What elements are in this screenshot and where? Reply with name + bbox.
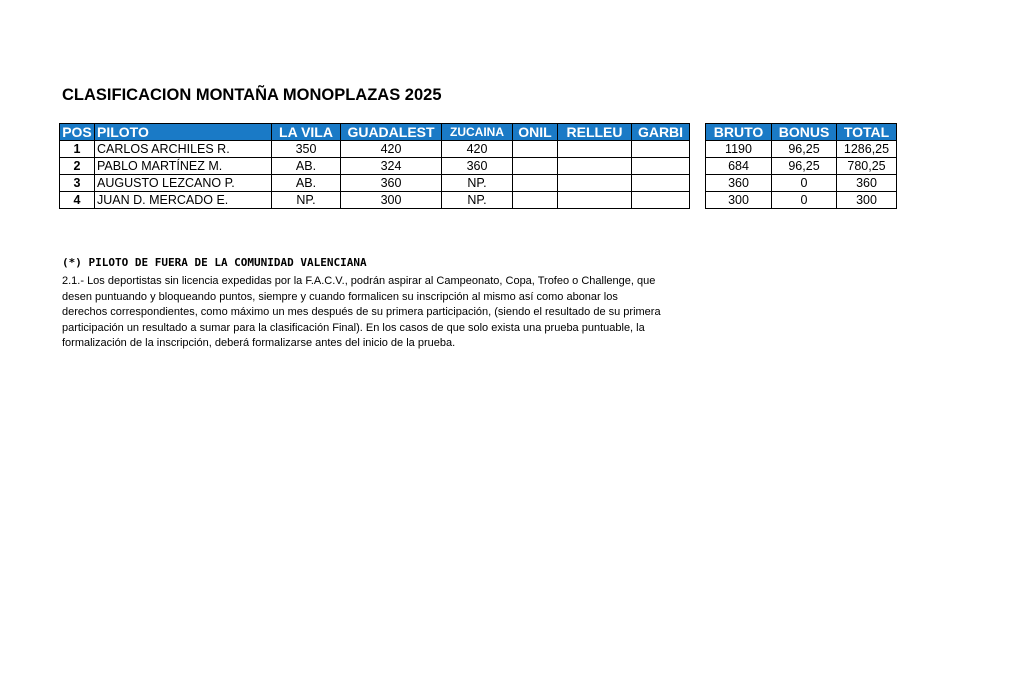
- header-zucaina: ZUCAINA: [442, 124, 513, 141]
- note-line: formalización de la inscripción, deberá formalizarse antes del inicio de la prueba.: [62, 337, 456, 349]
- note-line: desen puntuando y bloqueando puntos, siempre y cuando formalicen su inscripción al mismo así como abonar los: [62, 290, 618, 303]
- note-line: participación un resultado a sumar para la clasificación Final). En los casos de que solo exista una prueba puntuable, la: [62, 321, 645, 334]
- header-la-vila: LA VILA: [272, 124, 341, 141]
- cell-pos: 2: [60, 158, 95, 175]
- cell-relleu: [558, 158, 632, 175]
- cell-la-vila: 350: [272, 141, 341, 158]
- table-header-row: [60, 124, 690, 141]
- cell-zucaina: NP.: [442, 175, 513, 192]
- cell-onil: [513, 175, 558, 192]
- header-onil: ONIL: [513, 124, 558, 141]
- header-relleu: RELLEU: [558, 124, 632, 141]
- cell-zucaina: 420: [442, 141, 513, 158]
- cell-total: 780,25: [837, 158, 897, 175]
- totals-row: [706, 158, 897, 175]
- cell-pos: 1: [60, 141, 95, 158]
- cell-garbi: [632, 141, 690, 158]
- cell-onil: [513, 158, 558, 175]
- cell-bruto: 360: [706, 175, 772, 192]
- header-guadalest: GUADALEST: [341, 124, 442, 141]
- header-bruto: BRUTO: [706, 124, 772, 141]
- cell-bruto: 684: [706, 158, 772, 175]
- cell-guadalest: 324: [341, 158, 442, 175]
- note-title: (*) PILOTO DE FUERA DE LA COMUNIDAD VALENCIANA: [62, 256, 367, 269]
- header-garbi: GARBI: [632, 124, 690, 141]
- table-row: [60, 141, 690, 158]
- table-row: [60, 175, 690, 192]
- cell-la-vila: AB.: [272, 158, 341, 175]
- cell-total: 300: [837, 192, 897, 209]
- totals-row: [706, 192, 897, 209]
- cell-relleu: [558, 192, 632, 209]
- table-row: [60, 192, 690, 209]
- cell-la-vila: NP.: [272, 192, 341, 209]
- cell-total: 1286,25: [837, 141, 897, 158]
- header-pos: POS: [60, 124, 95, 141]
- totals-row: [706, 141, 897, 158]
- page-title: CLASIFICACION MONTAÑA MONOPLAZAS 2025: [62, 86, 442, 104]
- totals-row: [706, 175, 897, 192]
- cell-guadalest: 360: [341, 175, 442, 192]
- note-line: derechos correspondientes, como máximo un mes después de su primera participación, (siendo el resultado de su primera: [62, 306, 661, 318]
- cell-piloto: CARLOS ARCHILES R.: [95, 141, 272, 158]
- totals-table: [705, 123, 897, 209]
- header-bonus: BONUS: [772, 124, 837, 141]
- cell-onil: [513, 141, 558, 158]
- cell-bonus: 96,25: [772, 141, 837, 158]
- cell-piloto: PABLO MARTÍNEZ M.: [95, 158, 272, 175]
- cell-bonus: 0: [772, 175, 837, 192]
- table-row: [60, 158, 690, 175]
- header-total: TOTAL: [837, 124, 897, 141]
- cell-guadalest: 300: [341, 192, 442, 209]
- cell-total: 360: [837, 175, 897, 192]
- cell-piloto: JUAN D. MERCADO E.: [95, 192, 272, 209]
- cell-piloto: AUGUSTO LEZCANO P.: [95, 175, 272, 192]
- cell-bonus: 96,25: [772, 158, 837, 175]
- cell-pos: 4: [60, 192, 95, 209]
- cell-la-vila: AB.: [272, 175, 341, 192]
- totals-header-row: [706, 124, 897, 141]
- cell-pos: 3: [60, 175, 95, 192]
- cell-relleu: [558, 175, 632, 192]
- cell-bonus: 0: [772, 192, 837, 209]
- cell-garbi: [632, 158, 690, 175]
- cell-bruto: 300: [706, 192, 772, 209]
- cell-relleu: [558, 141, 632, 158]
- classification-table: [59, 123, 690, 209]
- cell-zucaina: NP.: [442, 192, 513, 209]
- cell-onil: [513, 192, 558, 209]
- header-piloto: PILOTO: [95, 124, 272, 141]
- cell-guadalest: 420: [341, 141, 442, 158]
- cell-garbi: [632, 175, 690, 192]
- note-body: [62, 274, 752, 352]
- cell-zucaina: 360: [442, 158, 513, 175]
- cell-garbi: [632, 192, 690, 209]
- cell-bruto: 1190: [706, 141, 772, 158]
- note-line: 2.1.- Los deportistas sin licencia expedidas por la F.A.C.V., podrán aspirar al Campeonato, Copa, Trofeo o Challenge, que: [62, 275, 656, 287]
